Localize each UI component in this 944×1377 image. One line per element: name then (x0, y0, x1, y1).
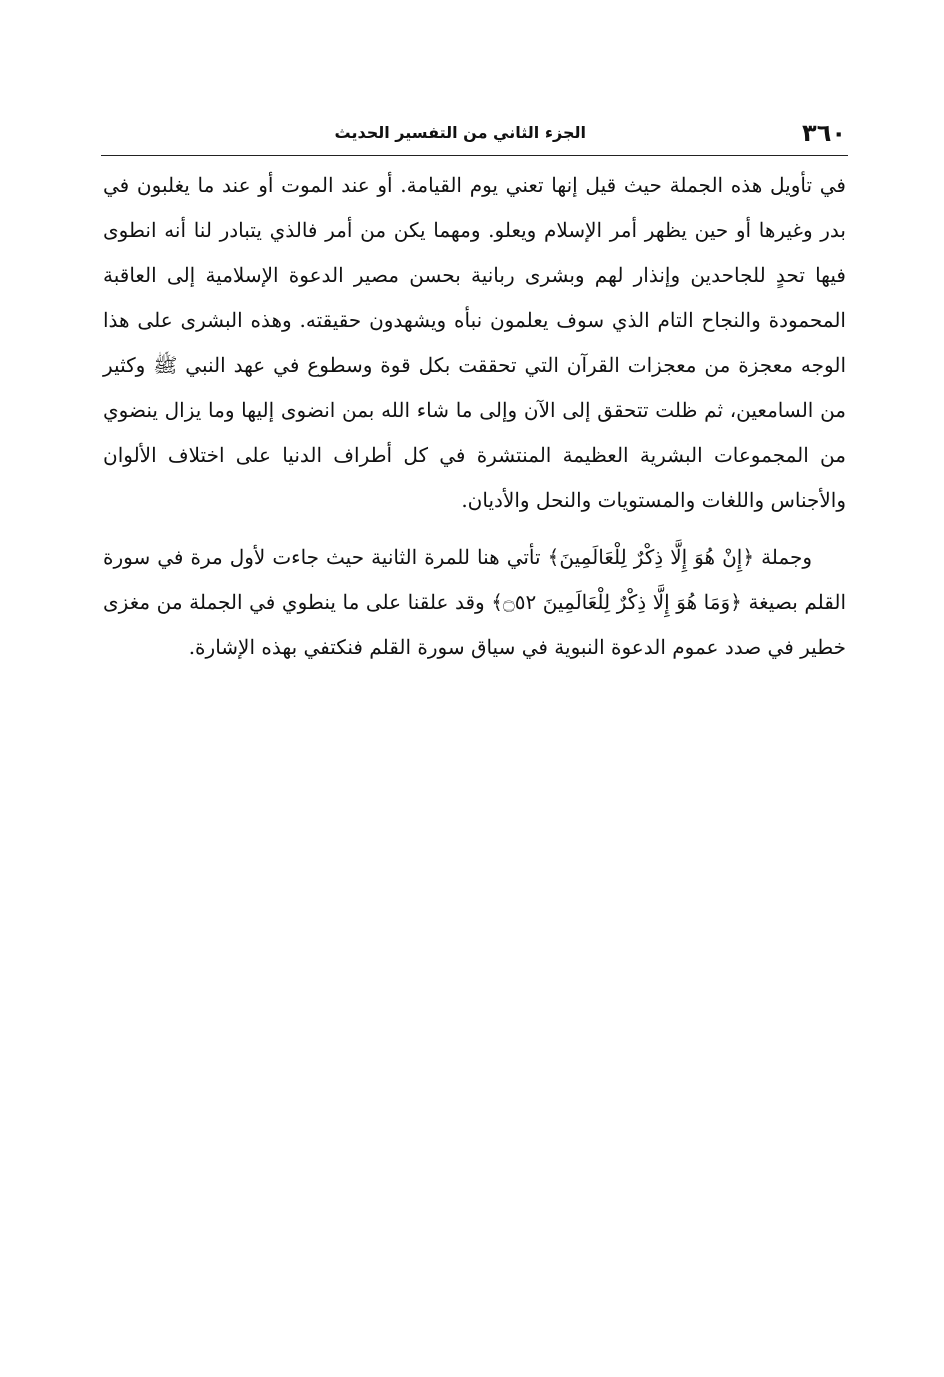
quran-verse-1: ﴿إِنْ هُوَ إِلَّا ذِكْرٌ لِلْعَالَمِينَ﴾ (547, 545, 755, 569)
paragraph-2 (103, 535, 846, 670)
paragraph-1: في تأويل هذه الجملة حيث قيل إنها تعني يوم القيامة. أو عند الموت أو عند ما يغلبون في بدر وغيرها أو حين يظهر أمر الإسلام ويعلو. ومهما يكن من أمر فالذي يتبادر لنا أنه انطوى فيها تحدٍ للجاحدين وإنذار لهم وبشرى ربانية بحسن مصير الدعوة الإسلامية إلى العاقبة المحمودة والنجاح التام الذي سوف يعلمون نبأه ويشهدون حقيقته. وهذه البشرى على هذا الوجه معجزة من معجزات القرآن التي تحققت بكل قوة وسطوع في عهد النبي ﷺ وكثير من السامعين، ثم ظلت تتحقق إلى الآن وإلى ما شاء الله بمن انضوى إليها وما يزال ينضوي من المجموعات البشرية العظيمة المنتشرة في كل أطراف الدنيا على اختلاف الألوان والأجناس واللغات والمستويات والنحل والأديان. (103, 173, 846, 512)
body-text (103, 163, 846, 670)
paragraph-2-part-a: وجملة (761, 545, 812, 569)
header-divider (101, 155, 848, 156)
quran-verse-2: ﴿وَمَا هُوَ إِلَّا ذِكْرٌ لِلْعَالَمِينَ ۝٥٢﴾ (491, 590, 742, 614)
paragraph-2-part-b: تأتي هنا للمرة الثانية حيث جاءت لأول مرة في سورة القلم بصيغة (103, 545, 847, 614)
page-header (103, 118, 846, 154)
paragraph-2-part-c: وقد علقنا على ما ينطوي في الجملة من مغزى خطير في صدد عموم الدعوة النبوية في سياق سورة القلم فنكتفي بهذه الإشارة. (103, 590, 846, 659)
page-number: ٣٦٠ (802, 119, 846, 147)
running-title: الجزء الثاني من التفسير الحديث (334, 123, 586, 142)
